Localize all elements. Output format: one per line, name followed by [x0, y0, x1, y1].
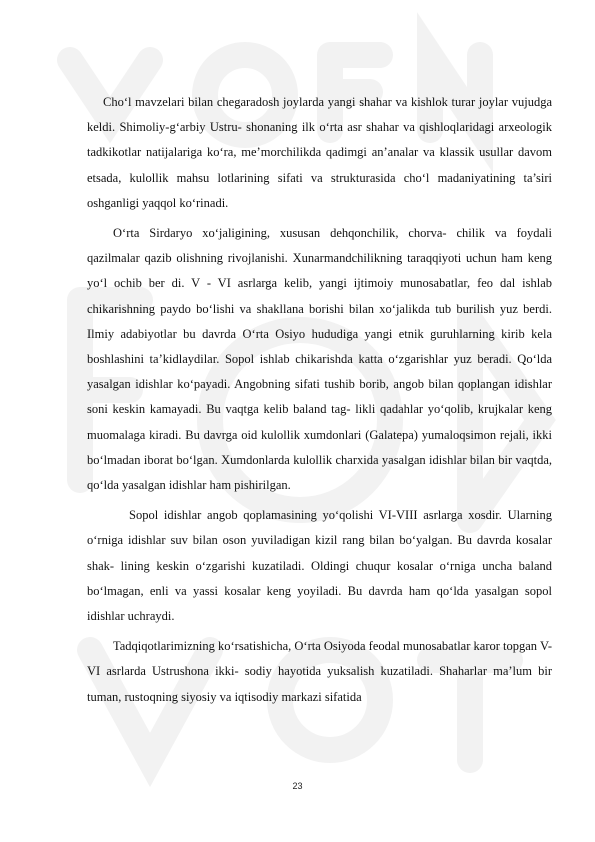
paragraph-1 — [87, 90, 552, 216]
paragraph-3 — [87, 503, 552, 629]
paragraph-4-text: Tadqiqotlarimizning ko‘rsatishicha, O‘rta Osiyoda feodal munosabatlar karor topgan V-VI asrlarda Ustrushona ikki- sodiy hayotida yuksalish kuzatiladi. Shaharlar ma’lum bir tuman, rustoqning siyosiy va iqtisodiy markazi sifatida — [87, 639, 552, 704]
paragraph-3-text: Sopol idishlar angob qoplamasining yo‘qolishi VI-VIII asrlarga xosdir. Ularning o‘rniga idishlar suv bilan oson yuviladigan kizil rang bilan bo‘yalgan. Bu davrda kosalar shak- lining keskin o‘zgarishi kuzatiladi. Oldingi chuqur kosalar o‘rniga uncha baland bo‘lmagan, enli va yassi kosalar keng yoyiladi. Bu davrda ham qo‘lda yasalgan sopol idishlar uchraydi. — [87, 508, 552, 624]
paragraph-4 — [87, 634, 552, 710]
paragraph-1-text: Cho‘l mavzelari bilan chegaradosh joylarda yangi shahar va kishlok turar joylar vujudga keldi. Shimoliy-g‘arbiy Ustru- shonaning ilk o‘rta asr shahar va qishloqlaridagi arxeologik tadkikotlar natijalariga ko‘ra, me’morchilikda qadimgi an’analar va klassik usullar davom etsada, kulollik mahsu lotlarining sifati va strukturasida cho‘l madaniyatining ta’siri oshganligi yaqqol ko‘rinadi. — [87, 95, 552, 210]
page-number: 23 — [292, 781, 303, 791]
paragraph-2-text: O‘rta Sirdaryo xo‘jaligining, xususan dehqonchilik, chorva- chilik va foydali qazilmalar qazib olishning rivojlanishi. Xunarmandchilikning taraqqiyoti uchun ham keng yo‘l ochib ber di. V - VI asrlarga kelib, yangi ijtimoiy munosabatlar, feo dal ishlab chikarishning paydo bo‘lishi va shakllana borishi bilan xo‘jalikda tub burilish yuz berdi. Ilmiy adabiyotlar bu davrda O‘rta Osiyo hududiga yangi etnik guruhlarning kirib kela boshlashini ta’kidlaydilar. Sopol ishlab chikarishda katta o‘zgarishlar yuz beradi. Qo‘lda yasalgan idishlar ko‘payadi. Angobning sifati tushib borib, angob bilan qoplangan idishlar soni keskin kamayadi. Bu vaqtga kelib baland tag- likli qadahlar yo‘qolib, krujkalar keng muomalaga kiradi. Bu davrga oid kulollik xumdonlari (Galatepa) yumaloqsimon rejali, ikki bo‘lmadan iborat bo‘lgan. Xumdonlarda kulollik charxida yasalgan idishlar bilan bir vaqtda, qo‘lda yasalgan idishlar ham pishirilgan. — [87, 226, 552, 493]
document-body — [87, 90, 552, 715]
paragraph-2 — [87, 221, 552, 498]
